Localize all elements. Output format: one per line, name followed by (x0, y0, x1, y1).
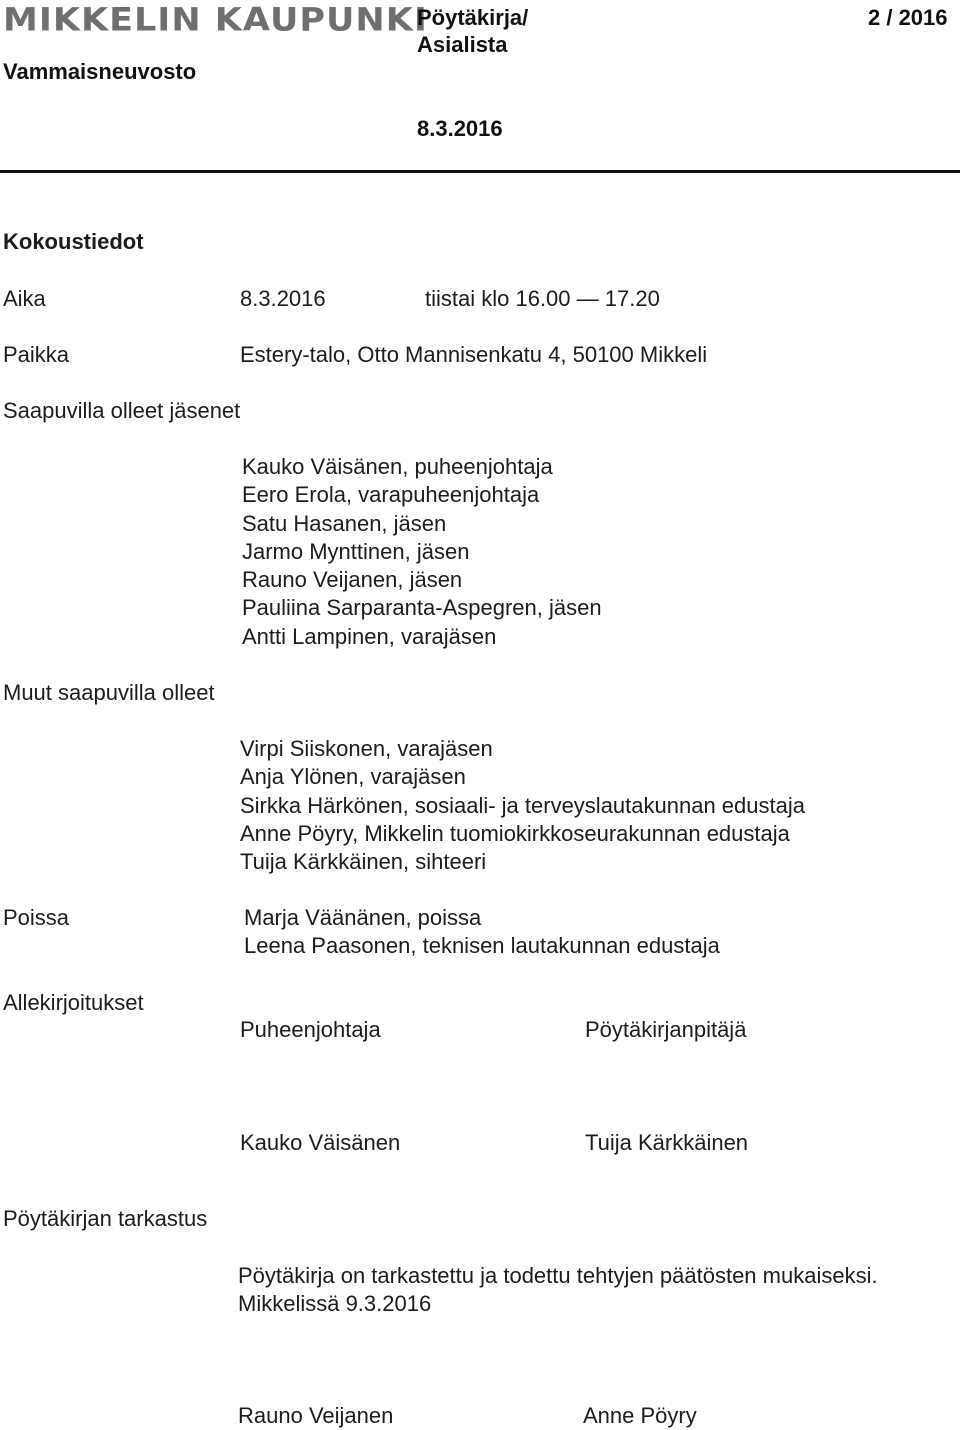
members-list (242, 453, 602, 651)
absent-list (244, 904, 720, 961)
document-date: 8.3.2016 (417, 116, 503, 141)
doc-type-line1: Pöytäkirja/ (417, 5, 529, 30)
others-label: Muut saapuvilla olleet (3, 680, 215, 705)
chair-name: Kauko Väisänen (240, 1130, 401, 1155)
signatures-label: Allekirjoitukset (3, 990, 144, 1015)
city-logo: MIKKELIN KAUPUNKI (3, 2, 428, 39)
time-label: Aika (3, 286, 46, 311)
list-item: Jarmo Mynttinen, jäsen (242, 538, 470, 564)
body-name: Vammaisneuvosto (3, 59, 197, 84)
page-number: 2 / 2016 (868, 5, 948, 30)
time-value: tiistai klo 16.00 — 17.20 (425, 286, 660, 311)
section-title: Kokoustiedot (3, 229, 144, 254)
list-item: Rauno Veijanen, jäsen (242, 567, 463, 593)
time-date: 8.3.2016 (240, 286, 326, 311)
list-item: Satu Hasanen, jäsen (242, 510, 447, 536)
header-divider (0, 170, 960, 173)
secretary-title: Pöytäkirjanpitäjä (585, 1017, 747, 1042)
review-label: Pöytäkirjan tarkastus (3, 1206, 208, 1231)
list-item: Marja Väänänen, poissa (244, 905, 482, 930)
reviewer-1-name: Rauno Veijanen (238, 1403, 394, 1428)
doc-type-line2: Asialista (417, 32, 508, 57)
place-value: Estery-talo, Otto Mannisenkatu 4, 50100 Mikkeli (240, 342, 708, 367)
members-label: Saapuvilla olleet jäsenet (3, 398, 241, 423)
others-list (240, 735, 805, 876)
list-item: Kauko Väisänen, puheenjohtaja (242, 454, 553, 479)
list-item: Antti Lampinen, varajäsen (242, 623, 497, 649)
review-statement: Pöytäkirja on tarkastettu ja todettu tehtyjen päätösten mukaiseksi. (238, 1263, 878, 1288)
list-item: Eero Erola, varapuheenjohtaja (242, 482, 540, 508)
list-item: Pauliina Sarparanta-Aspegren, jäsen (242, 595, 602, 621)
list-item: Anja Ylönen, varajäsen (240, 764, 466, 790)
list-item: Virpi Siiskonen, varajäsen (240, 736, 493, 761)
chair-title: Puheenjohtaja (240, 1017, 381, 1042)
list-item: Leena Paasonen, teknisen lautakunnan edustaja (244, 933, 720, 959)
list-item: Anne Pöyry, Mikkelin tuomiokirkkoseurakunnan edustaja (240, 820, 790, 846)
place-label: Paikka (3, 342, 70, 367)
review-place-date: Mikkelissä 9.3.2016 (238, 1291, 432, 1316)
absent-label: Poissa (3, 905, 70, 930)
list-item: Tuija Kärkkäinen, sihteeri (240, 849, 487, 875)
reviewer-2-name: Anne Pöyry (583, 1403, 697, 1428)
list-item: Sirkka Härkönen, sosiaali- ja terveyslautakunnan edustaja (240, 792, 805, 818)
secretary-name: Tuija Kärkkäinen (585, 1130, 749, 1155)
